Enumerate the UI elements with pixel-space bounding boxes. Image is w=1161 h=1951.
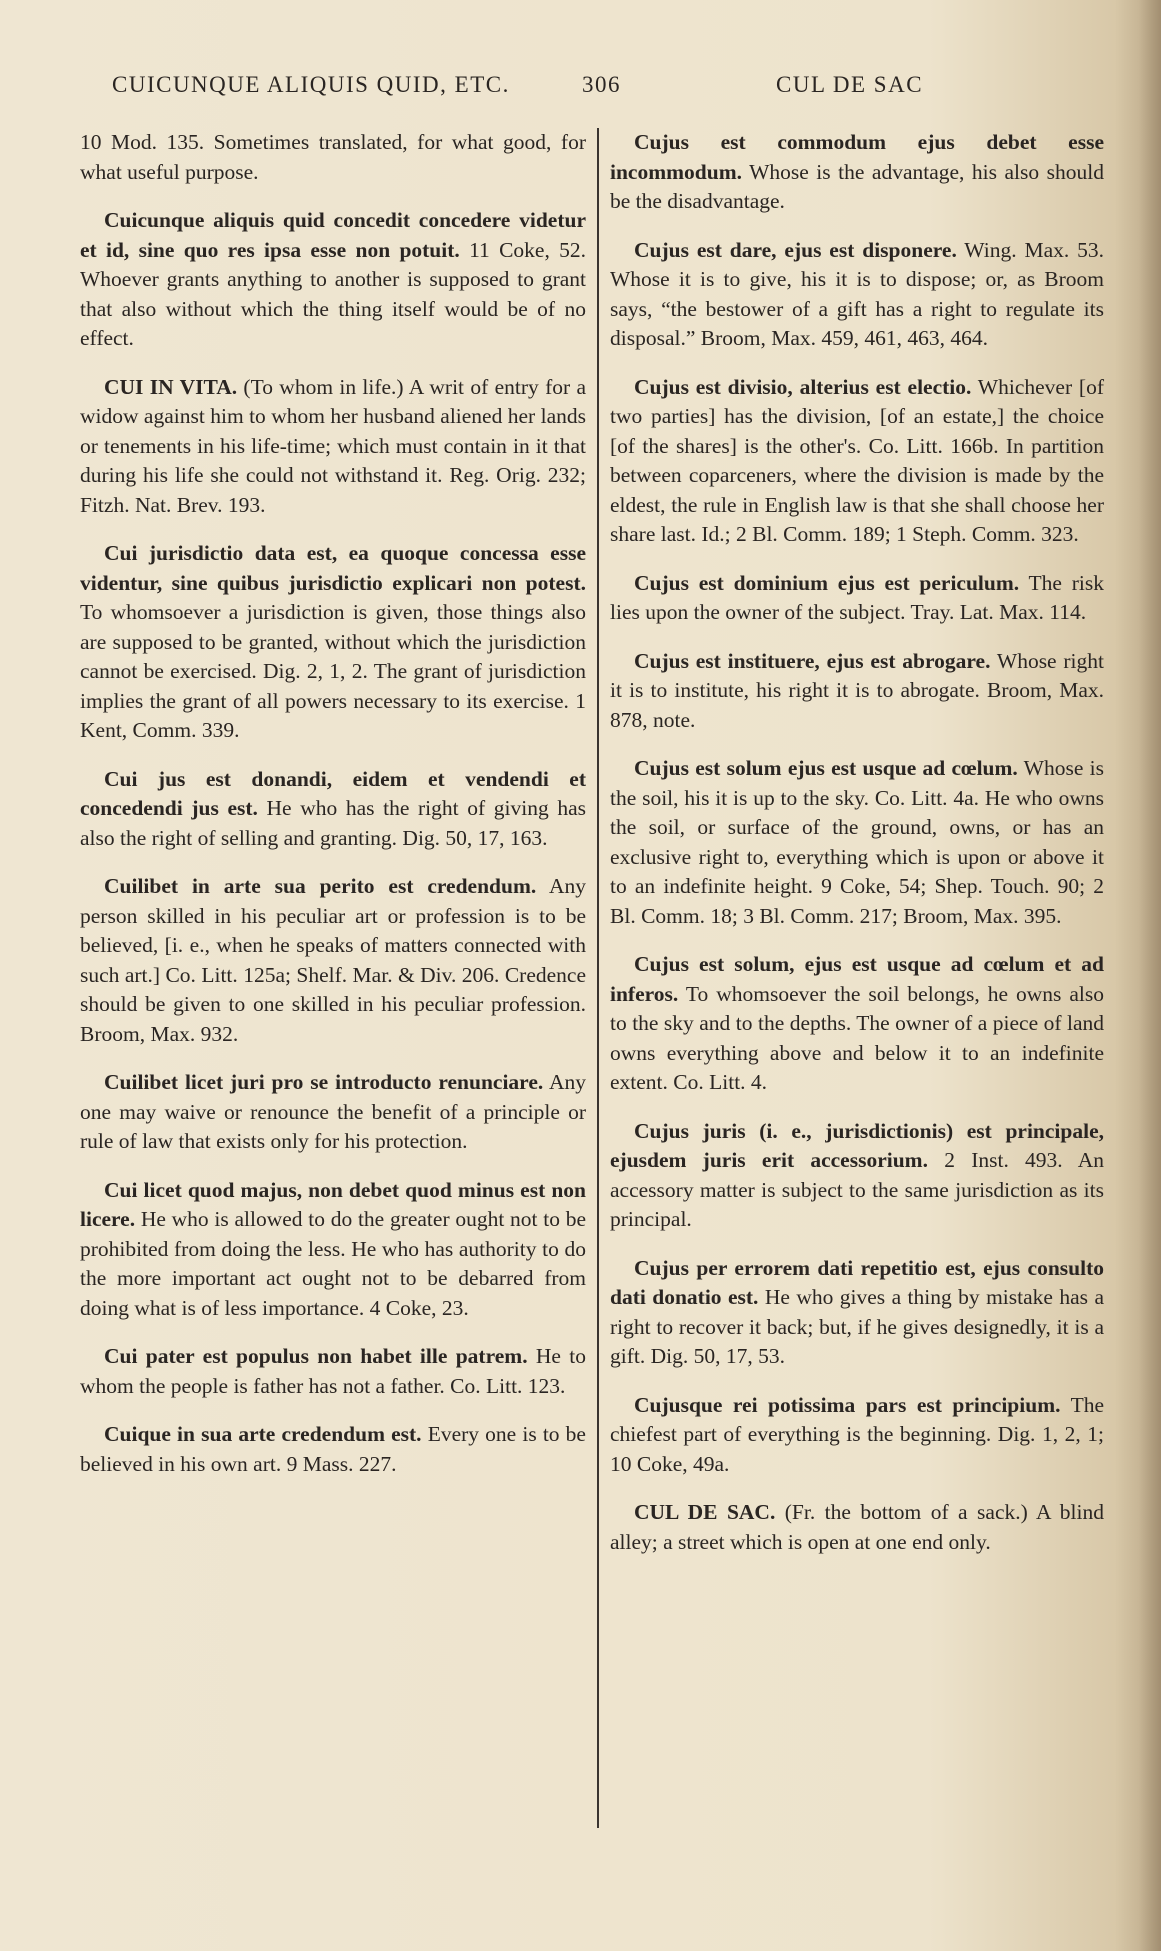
- dictionary-entry: [610, 236, 1104, 354]
- page-number: 306: [582, 72, 621, 97]
- entry-definition: Whose is the advantage, his also should be the disadvantage.: [610, 159, 1104, 213]
- entry-term: Cujus est instituere, ejus est abrogare.: [634, 648, 991, 673]
- page-edge-shadow: [1139, 0, 1161, 1951]
- dictionary-entry: [80, 872, 586, 1049]
- entry-term: Cui jurisdictio data est, ea quoque concessa esse videntur, sine quibus jurisdictio explicari non potest.: [80, 541, 586, 595]
- entry-definition: (To whom in life.) A writ of entry for a widow against him to whom her husband aliened her lands or tenements in his life-time; which must contain in it that during his life she could not withstand it. Reg. Orig. 232; Fitzh. Nat. Brev. 193.: [80, 374, 586, 517]
- column-divider: [597, 128, 599, 1828]
- dictionary-entry: [80, 1342, 586, 1401]
- dictionary-entry: [610, 1391, 1104, 1480]
- entry-term: Cuicunque aliquis quid concedit concedere videtur et id, sine quo res ipsa esse non potuit.: [80, 208, 586, 262]
- entry-term: CUL DE SAC.: [634, 1500, 776, 1524]
- entry-definition: The risk lies upon the owner of the subject. Tray. Lat. Max. 114.: [610, 570, 1104, 624]
- entry-definition: Any person skilled in his peculiar art or profession is to be believed, [i. e., when he speaks of matters connected with such art.] Co. Litt. 125a; Shelf. Mar. & Div. 206. Credence should be given to one skilled in his peculiar profession. Broom, Max. 932.: [80, 874, 586, 1046]
- entry-definition: 11 Coke, 52. Whoever grants anything to another is supposed to grant that also without which the thing itself would be of no effect.: [80, 237, 586, 350]
- header-right-catchword: CUL DE SAC: [776, 72, 924, 97]
- dictionary-entry: [610, 1498, 1104, 1557]
- entry-term: Cujus per errorem dati repetitio est, ejus consulto dati donatio est.: [610, 1255, 1104, 1309]
- entry-definition: To whomsoever a jurisdiction is given, those things also are supposed to be granted, without which the jurisdiction cannot be exercised. Dig. 2, 1, 2. The grant of jurisdiction implies the grant of all powers necessary to its exercise. 1 Kent, Comm. 339.: [80, 600, 586, 742]
- entry-term: Cujus est commodum ejus debet esse incommodum.: [610, 130, 1104, 184]
- entry-definition: He to whom the people is father has not a father. Co. Litt. 123.: [80, 1344, 587, 1398]
- entry-term: Cujus juris (i. e., jurisdictionis) est principale, ejusdem juris erit accessorium.: [610, 1118, 1104, 1172]
- entry-definition: Any one may waive or renounce the benefit of a principle or rule of law that exists only for his protection.: [80, 1070, 586, 1153]
- entry-definition: Whose right it is to institute, his right it is to abrogate. Broom, Max. 878, note.: [610, 648, 1105, 732]
- dictionary-entry: [610, 569, 1104, 628]
- entry-definition: 10 Mod. 135. Sometimes translated, for what good, for what useful purpose.: [80, 130, 586, 184]
- entry-definition: Wing. Max. 53. Whose it is to give, his it is to dispose; or, as Broom says, “the bestower of a gift has a right to regulate its disposal.” Broom, Max. 459, 461, 463, 464.: [610, 237, 1104, 350]
- entry-definition: He who gives a thing by mistake has a right to recover it back; but, if he gives designedly, it is a gift. Dig. 50, 17, 53.: [610, 1285, 1104, 1368]
- entry-term: Cujus est dominium ejus est periculum.: [634, 570, 1020, 595]
- entry-definition: He who has the right of giving has also the right of selling and granting. Dig. 50, 17, 163.: [80, 796, 586, 850]
- right-column: [610, 128, 1104, 1576]
- dictionary-entry: [610, 1254, 1104, 1372]
- dictionary-entry: [80, 1176, 586, 1324]
- dictionary-entry: [610, 373, 1104, 550]
- entry-term: Cui licet quod majus, non debet quod minus est non licere.: [80, 1177, 586, 1231]
- entry-term: Cujusque rei potissima pars est principium.: [634, 1392, 1061, 1417]
- dictionary-entry: [80, 373, 586, 521]
- dictionary-entry: [610, 950, 1104, 1098]
- entry-term: Cujus est dare, ejus est disponere.: [634, 237, 957, 262]
- entry-term: Cui jus est donandi, eidem et vendendi et concedendi jus est.: [80, 766, 586, 820]
- entry-term: Cujus est solum ejus est usque ad cœlum.: [634, 756, 1018, 780]
- left-column: [80, 128, 586, 1498]
- entry-definition: Whichever [of two parties] has the division, [of an estate,] the choice [of the shares] is the other's. Co. Litt. 166b. In partition between coparceners, where the division is made by the eldest, the rule in English law is that she shall choose her share last. Id.; 2 Bl. Comm. 189; 1 Steph. Comm. 323.: [610, 374, 1104, 546]
- entry-term: Cui pater est populus non habet ille patrem.: [104, 1344, 528, 1368]
- dictionary-entry: [80, 206, 586, 354]
- dictionary-entry: [80, 539, 586, 746]
- entry-term: Cuique in sua arte credendum est.: [104, 1422, 422, 1446]
- entry-definition: Every one is to be believed in his own art. 9 Mass. 227.: [80, 1422, 586, 1476]
- entry-term: Cuilibet in arte sua perito est credendum.: [104, 874, 537, 898]
- dictionary-entry: [610, 1117, 1104, 1235]
- entry-term: Cujus est solum, ejus est usque ad cœlum et ad inferos.: [610, 952, 1104, 1006]
- entry-definition: (Fr. the bottom of a sack.) A blind alley; a street which is open at one end only.: [610, 1500, 1104, 1554]
- dictionary-entry: [80, 765, 586, 854]
- entry-definition: The chiefest part of everything is the beginning. Dig. 1, 2, 1; 10 Coke, 49a.: [610, 1392, 1104, 1476]
- entry-definition: 2 Inst. 493. An accessory matter is subject to the same jurisdiction as its principal.: [610, 1148, 1105, 1231]
- entry-term: Cujus est divisio, alterius est electio.: [634, 374, 972, 399]
- dictionary-entry: [80, 1068, 586, 1157]
- entry-definition: To whomsoever the soil belongs, he owns also to the sky and to the depths. The owner of a piece of land owns everything above and below it to an indefinite extent. Co. Litt. 4.: [610, 981, 1104, 1094]
- entry-term: CUI IN VITA.: [104, 374, 238, 399]
- running-header: [112, 72, 1032, 112]
- entry-definition: Whose is the soil, his it is up to the sky. Co. Litt. 4a. He who owns the soil, or surface of the ground, owns, or has an exclusive right to, everything which is upon or above it to an indefinite height. 9 Coke, 54; Shep. Touch. 90; 2 Bl. Comm. 18; 3 Bl. Comm. 217; Broom, Max. 395.: [610, 756, 1104, 928]
- dictionary-entry: [80, 1420, 586, 1479]
- entry-definition: He who is allowed to do the greater ought not to be prohibited from doing the less. He who has authority to do the more important act ought not to be debarred from doing what is of less importance. 4 Coke, 23.: [80, 1207, 586, 1320]
- dictionary-entry: [610, 754, 1104, 931]
- dictionary-entry: [80, 128, 586, 187]
- header-left-catchword: CUICUNQUE ALIQUIS QUID, ETC.: [112, 72, 510, 97]
- dictionary-entry: [610, 647, 1104, 736]
- dictionary-entry: [610, 128, 1104, 217]
- entry-term: Cuilibet licet juri pro se introducto renunciare.: [104, 1070, 544, 1094]
